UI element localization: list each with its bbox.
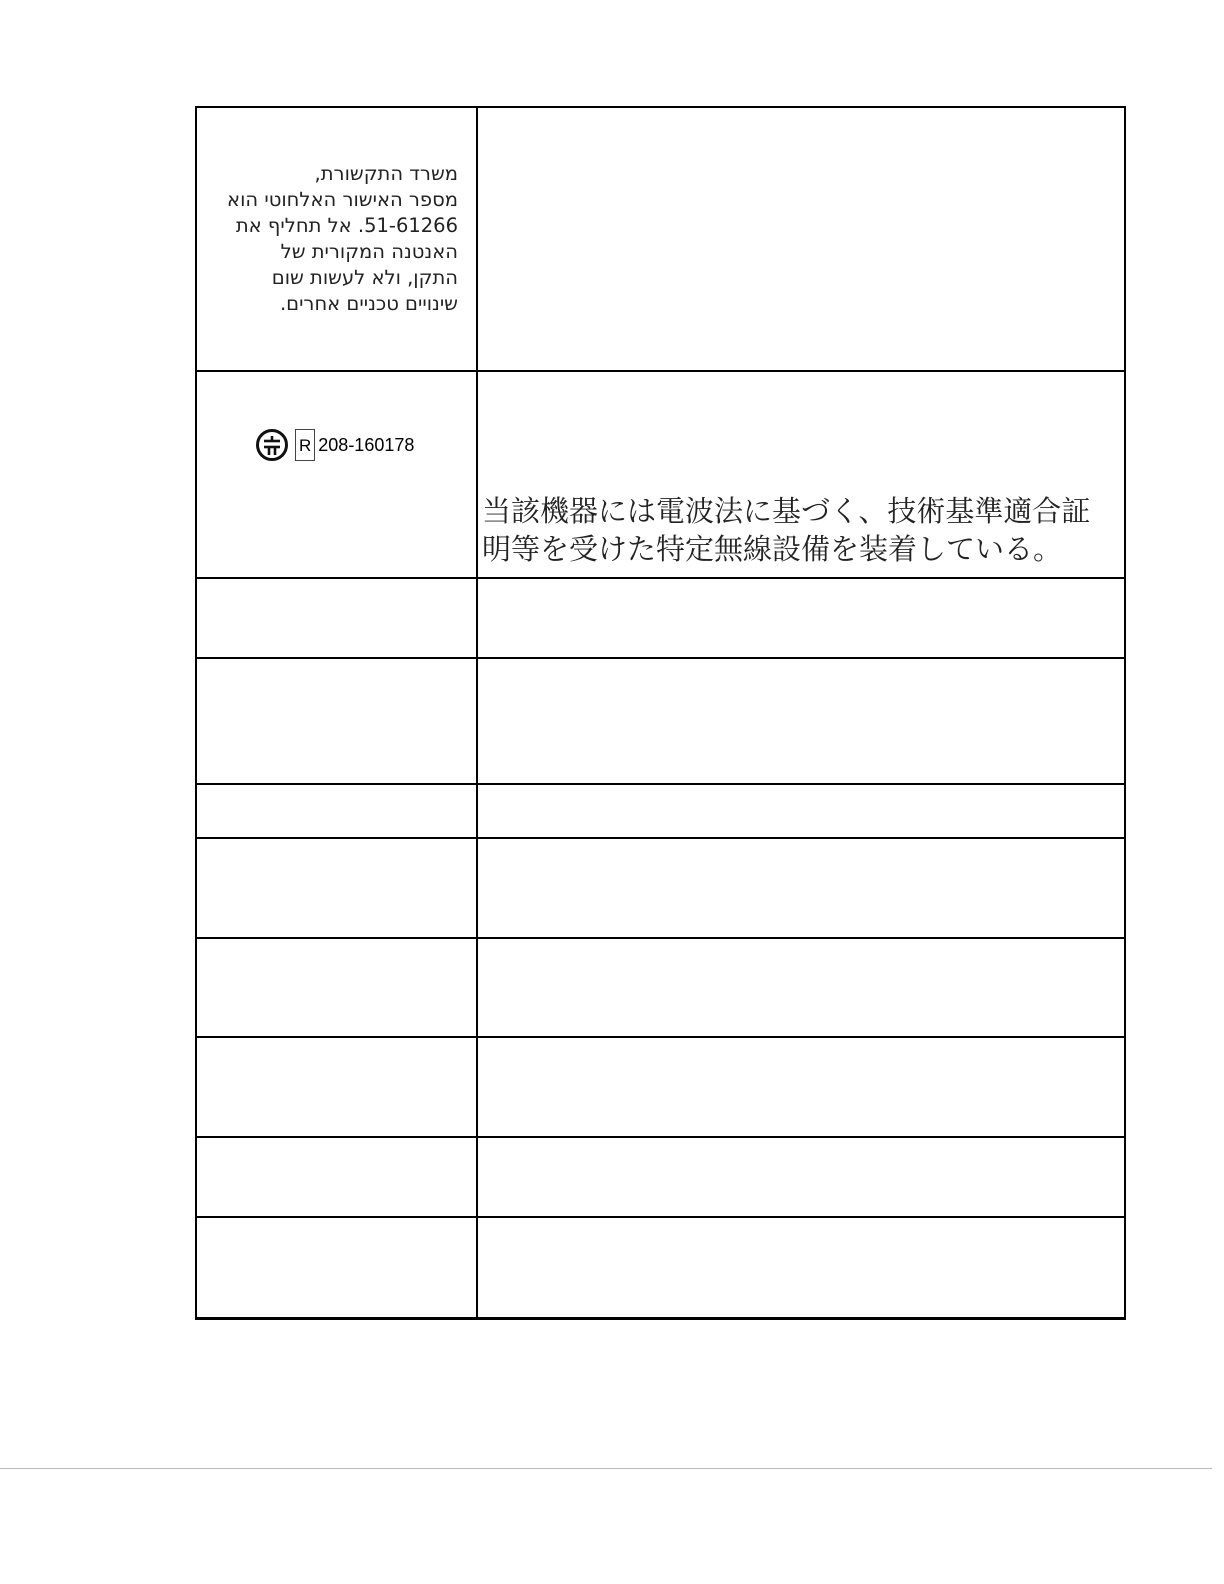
empty-cell bbox=[196, 578, 477, 658]
compliance-table bbox=[195, 106, 1126, 1320]
empty-cell bbox=[477, 784, 1125, 838]
empty-cell bbox=[196, 658, 477, 784]
hebrew-notice: משרד התקשורת, מספר האישור האלחוטי הוא 51-61266. אל תחליף את האנטנה המקורית של התקן, ולא לעשות שום שינויים טכניים אחרים. bbox=[227, 162, 458, 315]
empty-cell bbox=[477, 1137, 1125, 1217]
empty-cell bbox=[196, 1217, 477, 1318]
empty-cell bbox=[477, 578, 1125, 658]
table-row bbox=[196, 938, 1125, 1037]
hebrew-notice-cell bbox=[196, 107, 477, 371]
table-row bbox=[196, 371, 1125, 578]
empty-cell bbox=[196, 784, 477, 838]
empty-cell bbox=[196, 938, 477, 1037]
empty-cell bbox=[477, 838, 1125, 938]
empty-cell bbox=[477, 1217, 1125, 1318]
empty-cell bbox=[477, 1037, 1125, 1137]
japanese-notice: 当該機器には電波法に基づく、技術基準適合証明等を受けた特定無線設備を装着している。 bbox=[482, 494, 1091, 566]
japanese-notice-cell bbox=[477, 371, 1125, 578]
japan-cert-mark bbox=[255, 428, 414, 462]
table-row bbox=[196, 784, 1125, 838]
table-row bbox=[196, 1137, 1125, 1217]
table-row bbox=[196, 578, 1125, 658]
empty-cell bbox=[477, 658, 1125, 784]
empty-cell bbox=[196, 838, 477, 938]
cert-number: 208-160178 bbox=[318, 434, 415, 455]
empty-cell bbox=[196, 1037, 477, 1137]
table-row bbox=[196, 838, 1125, 938]
table-row bbox=[196, 1037, 1125, 1137]
telec-certification-icon bbox=[255, 428, 289, 462]
r-mark: R bbox=[295, 429, 315, 461]
empty-cell bbox=[477, 107, 1125, 371]
table-row bbox=[196, 107, 1125, 371]
table-row bbox=[196, 658, 1125, 784]
empty-cell bbox=[196, 1137, 477, 1217]
empty-cell bbox=[477, 938, 1125, 1037]
table-row bbox=[196, 1217, 1125, 1318]
japan-cert-cell bbox=[196, 371, 477, 578]
footer-divider bbox=[0, 1468, 1212, 1469]
